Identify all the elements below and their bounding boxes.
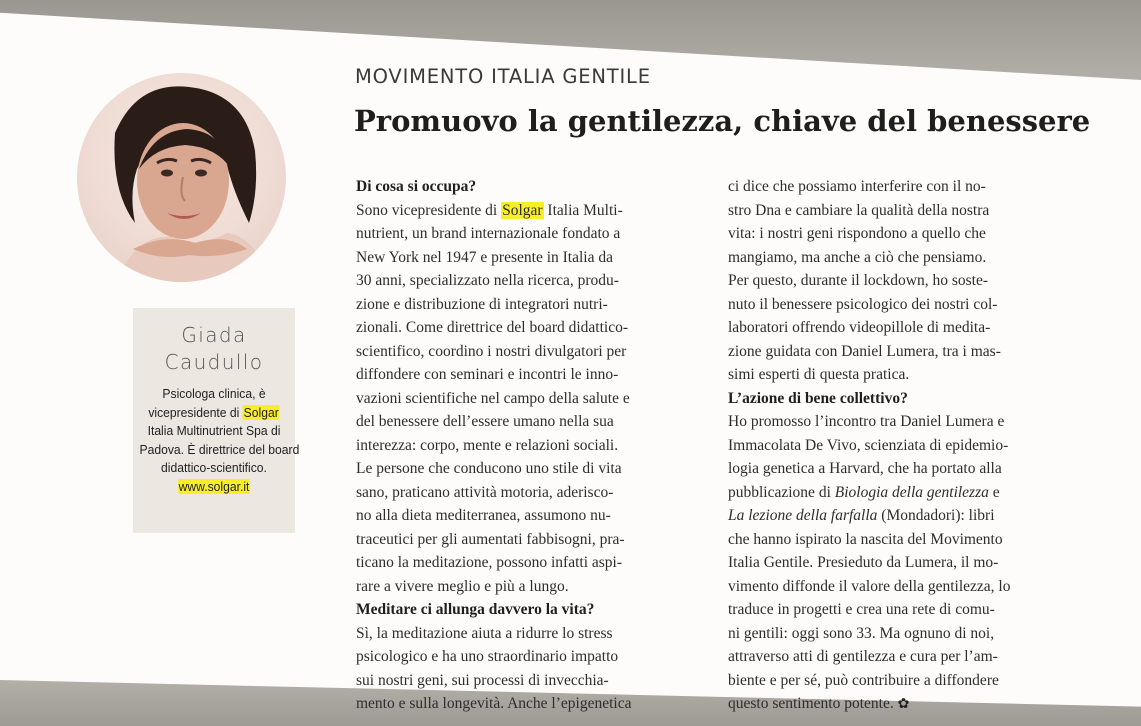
article-headline: Promuovo la gentilezza, chiave del benessere bbox=[354, 104, 1091, 138]
text-line: questo sentimento potente. ✿ bbox=[728, 695, 910, 712]
text-line: Italia Gentile. Presieduto da Lumera, il mo- bbox=[728, 554, 999, 571]
text-line: zione guidata con Daniel Lumera, tra i mas- bbox=[728, 342, 1001, 360]
section-kicker: MOVIMENTO ITALIA GENTILE bbox=[355, 65, 651, 88]
text-line: ni gentili: oggi sono 33. Ma ognuno di noi, bbox=[728, 624, 995, 642]
text-line: La lezione della farfalla (Mondadori): libri bbox=[728, 507, 995, 524]
text-line: mento e sulla longevità. Anche l’epigenetica bbox=[356, 695, 632, 712]
profile-name bbox=[133, 322, 295, 376]
bio-line: Italia Multinutrient Spa di bbox=[147, 423, 281, 438]
text-line: traduce in progetti e crea una rete di comu- bbox=[728, 601, 995, 618]
book-title: Biologia della gentilezza bbox=[834, 483, 989, 501]
book-title: La lezione della farfalla bbox=[728, 507, 878, 524]
text-line: biente e per sé, può contribuire a diffondere bbox=[728, 671, 999, 689]
text-line: logia genetica a Harvard, che ha portato alla bbox=[728, 460, 1002, 477]
website-link[interactable]: www.solgar.it bbox=[178, 478, 250, 494]
text-line: attraverso atti di gentilezza e cura per l’am- bbox=[728, 648, 998, 665]
text-line: no alla dieta mediterranea, assumono nu- bbox=[356, 507, 611, 524]
text-line: sano, praticano attività motoria, aderisco- bbox=[356, 483, 614, 501]
leaf-icon: ✿ bbox=[897, 697, 910, 712]
text-line: zionali. Come direttrice del board didattico- bbox=[356, 319, 629, 336]
article-column-2 bbox=[728, 175, 1046, 717]
text-line: diffondere con seminari e incontri le inno- bbox=[356, 366, 619, 383]
text-line: laboratori offrendo videopillole di medita- bbox=[728, 319, 991, 336]
text-line: Sì, la meditazione aiuta a ridurre lo stress bbox=[356, 624, 613, 642]
text-line: Immacolata De Vivo, scienziata di epidemio- bbox=[728, 436, 1009, 454]
question-heading: Meditare ci allunga davvero la vita? bbox=[356, 601, 595, 618]
text-line: ci dice che possiamo interferire con il no- bbox=[728, 178, 986, 195]
portrait-photo bbox=[77, 73, 286, 282]
text-line: simi esperti di questa pratica. bbox=[728, 366, 910, 383]
text-line: traceutici per gli aumentati fabbisogni, pra- bbox=[356, 530, 625, 548]
text-line: psicologico e ha uno straordinario impatto bbox=[356, 648, 619, 665]
text-line: mangiamo, ma anche a ciò che pensiamo. bbox=[728, 248, 987, 266]
portrait-illustration bbox=[77, 73, 286, 282]
text-line: zione e distribuzione di integratori nutri- bbox=[356, 295, 608, 313]
bio-line: Padova. È direttrice del board bbox=[139, 441, 300, 457]
article-column-1 bbox=[356, 175, 691, 716]
text-line: Le persone che conducono uno stile di vita bbox=[356, 460, 622, 477]
text-line: stro Dna e cambiare la qualità della nostra bbox=[728, 201, 990, 219]
bio-line: didattico-scientifico. bbox=[161, 460, 267, 475]
text-line: nuto il benessere psicologico dei nostri col- bbox=[728, 295, 998, 313]
solgar-highlight: Solgar bbox=[502, 201, 543, 219]
bio-line bbox=[139, 478, 288, 497]
text-line: 30 anni, specializzato nella ricerca, produ- bbox=[356, 272, 619, 289]
text-line: sui nostri geni, sui processi di invecchia- bbox=[356, 671, 609, 689]
profile-first-name: Giada bbox=[181, 323, 247, 347]
text-line: scientifico, coordino i nostri divulgatori per bbox=[356, 342, 627, 360]
question-heading: L’azione di bene collettivo? bbox=[728, 389, 908, 407]
text-line: Ho promosso l’incontro tra Daniel Lumera e bbox=[728, 413, 1005, 430]
bio-line: Psicologa clinica, è bbox=[162, 386, 266, 401]
bio-line: vicepresidente di Solgar bbox=[148, 404, 279, 420]
text-line: vita: i nostri geni rispondono a quello che bbox=[728, 225, 986, 242]
text-line: vimento diffonde il valore della gentilezza, lo bbox=[728, 577, 1011, 595]
text-line: vazioni scientifiche nel campo della salute e bbox=[356, 389, 630, 407]
text-line: ticano la meditazione, possono infatti aspi- bbox=[356, 554, 623, 571]
text-line: New York nel 1947 e presente in Italia da bbox=[356, 248, 613, 266]
text-line: pubblicazione di Biologia della gentilezza e bbox=[728, 483, 1000, 501]
text-line: rare a vivere meglio e più a lungo. bbox=[356, 577, 569, 595]
text-line: nutrient, un brand internazionale fondato a bbox=[356, 225, 621, 242]
text-line: Per questo, durante il lockdown, ho soste- bbox=[728, 272, 989, 289]
profile-bio bbox=[139, 385, 300, 496]
question-heading: Di cosa si occupa? bbox=[356, 178, 477, 195]
text-line: interezza: corpo, mente e relazioni sociali. bbox=[356, 436, 619, 454]
solgar-highlight: Solgar bbox=[243, 404, 279, 420]
text-line: che hanno ispirato la nascita del Movimento bbox=[728, 530, 1003, 548]
text-line: Sono vicepresidente di Solgar Italia Multi- bbox=[356, 201, 623, 219]
text-line: del benessere dell’essere umano nella sua bbox=[356, 413, 614, 430]
profile-last-name: Caudullo bbox=[164, 350, 264, 374]
